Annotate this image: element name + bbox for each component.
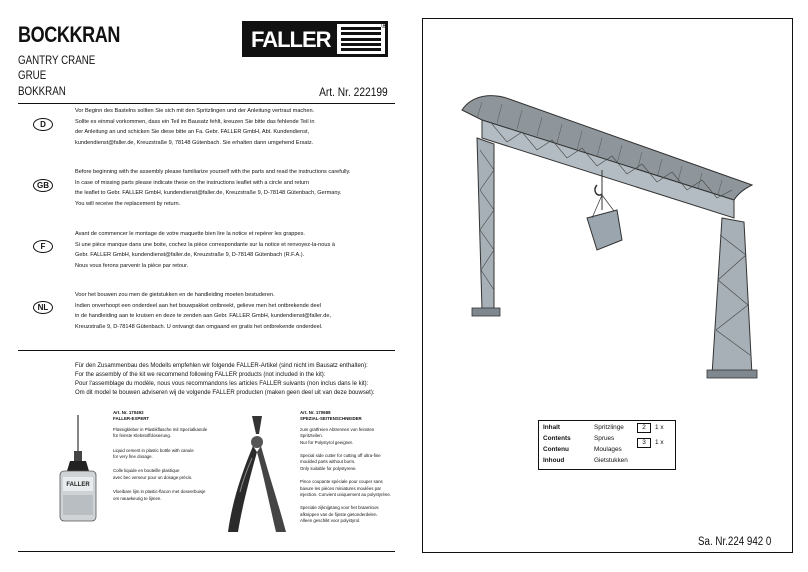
tool-name: FALLER-EXPERT — [113, 416, 150, 422]
tool-desc-line: afknippen van de fijnste gietonderdelen. — [300, 511, 378, 517]
contents-item-fr: Moulages — [594, 446, 622, 453]
contents-label-fr: Contenu — [543, 446, 569, 453]
instruction-d — [75, 106, 375, 148]
tool-desc-line: Alleen geschikt voor polystyrol. — [300, 518, 361, 524]
tool-desc-line: Speciale zijknijptang voor het braamloos — [300, 505, 379, 511]
gantry-crane-image — [452, 90, 772, 380]
instruction-line: Si une pièce manque dans une boite, cochez la pièce correspondante sur la notice et renvoyez-la-nous à — [75, 241, 335, 248]
tool-desc-line: for very fine dosage. — [113, 454, 153, 460]
sprue-count-times: 1 x — [655, 439, 664, 446]
instruction-line: Before beginning with the assembly please familiarize yourself with the parts and read the instructions carefully. — [75, 169, 351, 175]
subtitle-nl: BOKKRAN — [18, 86, 66, 98]
tool-name: SPEZIAL-SEITENSCHNEIDER — [300, 416, 362, 422]
glue-bottle-image — [55, 415, 105, 525]
instruction-line: Nous vous ferons parvenir la pièce par retour. — [75, 262, 189, 269]
lang-badge-d: D — [33, 118, 53, 131]
contents-item-nl: Gietstukken — [594, 457, 628, 464]
instruction-gb — [75, 167, 375, 209]
logo-stripes-icon — [337, 21, 387, 54]
bottle-label: FALLER — [66, 482, 90, 488]
instruction-line: kundendienst@faller.de, Kreuzstraße 9, 78148 Gütenbach. Sie erhalten dann umgehend Ersatz. — [75, 139, 314, 146]
instruction-line: in de handleiding aan te kruisen en deze te zenden aan Gebr. FALLER GmbH, kundendienst@faller.de, — [75, 313, 332, 319]
subtitle-fr: GRUE — [18, 70, 47, 82]
tool-desc-line: om nauwkeurig te lijmen. — [113, 495, 162, 501]
instruction-line: Sollte es einmal vorkommen, dass ein Teil im Bausatz fehlt, kreuzen Sie bitte das fehlende Teil in — [75, 118, 315, 125]
tool-art-number: Art. Nr. 170492 — [113, 410, 144, 415]
subtitle-en: GANTRY CRANE — [18, 55, 96, 67]
sprue-count-box: 2 — [637, 423, 651, 433]
lang-badge-gb: GB — [33, 179, 53, 192]
footer-divider — [18, 551, 395, 552]
sprue-count-box: 3 — [637, 438, 651, 448]
tool-desc-line: Flüssigkleber in Plastikflasche mit Spezialkanüle — [113, 426, 208, 432]
logo-wordmark: FALLER — [245, 24, 337, 54]
tool-desc-line: Nur für Polystyrol geeignet. — [300, 439, 353, 445]
tool-desc-line: bavure les pièces miniatures moulées par — [300, 485, 382, 491]
instruction-line: Indien onverhoopt een onderdeel aan het bouwpakket ontbreekt, gelieve men het ontbrekende deel — [75, 302, 321, 309]
tool-desc-line: Special side cutter for cutting off ultra-fine — [300, 453, 381, 459]
tool-desc-line: injection. Convient uniquement au polystyrène. — [300, 492, 392, 498]
tool-desc-line: für feinste Klebstoffdosierung. — [113, 433, 172, 439]
registered-mark: ® — [381, 21, 387, 30]
tool-desc-line: moulded parts without burrs. — [300, 459, 356, 465]
tool-desc-line: Vloeibare lijm in plastic-flacon met doseerbuisje — [113, 489, 206, 495]
instruction-line: You will receive the replacement by return. — [75, 200, 181, 207]
article-number: Art. Nr. 222199 — [319, 85, 388, 99]
contents-label-en: Contents — [543, 435, 571, 442]
tool-desc-line: avec bec verseur pour un dosage précis. — [113, 474, 193, 480]
tool-desc-line: Colle liquide en bouteille plastique — [113, 468, 180, 474]
contents-item-en: Sprues — [594, 435, 615, 442]
tool-desc-line: zum gratfreien Abtrennen von feinsten — [300, 426, 375, 432]
faller-logo — [242, 21, 388, 57]
instruction-line: In case of missing parts please indicate these on the instructions leaflet with a circle and return — [75, 179, 310, 186]
recommendation-line: For the assembly of the kit we recommend following FALLER products (not included in the kit): — [75, 372, 326, 378]
contents-label-nl: Inhoud — [543, 457, 565, 464]
instruction-line: Voor het bouwen zou men de gietstukken en de handleiding moeten bestuderen. — [75, 292, 275, 298]
tool-desc-line: Spritzteilen. — [300, 433, 323, 439]
sprue-count-times: 1 x — [655, 424, 664, 431]
section-divider — [18, 350, 395, 351]
header-divider — [18, 103, 395, 104]
instruction-nl — [75, 290, 375, 332]
instruction-line: der Anleitung an und schicken Sie diese bitte an Fa. Gebr. FALLER GmbH, Abt. Kundendienst, — [75, 129, 310, 135]
instruction-line: the leaflet to Gebr. FALLER GmbH, kundendienst@faller.de, Kreuzstraße 9, D-78148 Gütenbach, Germany. — [75, 190, 342, 196]
sa-number: Sa. Nr.224 942 0 — [698, 536, 772, 548]
product-title: BOCKKRAN — [18, 22, 120, 47]
tool-desc-line: Only suitable for polystyrene. — [300, 465, 357, 471]
tool-cutter-text — [300, 410, 391, 525]
tool-desc-line: Liquid cement in plastic bottle with canule — [113, 447, 194, 453]
instruction-line: Gebr. FALLER GmbH, kundendienst@faller.de, Kreuzstraße 9, D-78148 Gütenbach (R.F.A.). — [75, 252, 305, 258]
recommendation-line: Pour l'assemblage du modèle, nous vous recommandons les articles FALLER suivants (non inclus dans le kit): — [75, 381, 369, 387]
tool-glue-text — [113, 410, 207, 502]
instruction-f — [75, 229, 375, 271]
tool-art-number: Art. Nr. 170688 — [300, 410, 331, 415]
side-cutter-image — [222, 412, 292, 536]
recommendation-text — [75, 362, 375, 398]
contents-box — [538, 420, 676, 470]
lang-badge-f: F — [33, 240, 53, 253]
instruction-line: Vor Beginn des Bastelns sollten Sie sich mit den Spritzlingen und der Anleitung vertraut machen. — [75, 108, 315, 114]
lang-badge-nl: NL — [33, 301, 53, 314]
recommendation-line: Om dit model te bouwen adviseren wij de volgende FALLER producten (maken geen deel uit van deze bouwset): — [75, 390, 375, 396]
contents-item-de: Spritzlinge — [594, 424, 624, 431]
tool-desc-line: Pince coupante spéciale pour couper sans — [300, 479, 383, 485]
recommendation-line: Für den Zusammenbau des Modells empfehlen wir folgende FALLER-Artikel (sind nicht im Bausatz enthalten): — [75, 363, 368, 369]
instruction-line: Avant de commencer le montage de votre maquette bien lire la notice et repérer les grappes. — [75, 231, 305, 237]
contents-label-de: Inhalt — [543, 424, 561, 431]
instruction-line: Kreuzstraße 9, D-78148 Gütenbach. U ontvangt dan omgaand en gratis het ontbrekende onderdeel. — [75, 323, 323, 330]
